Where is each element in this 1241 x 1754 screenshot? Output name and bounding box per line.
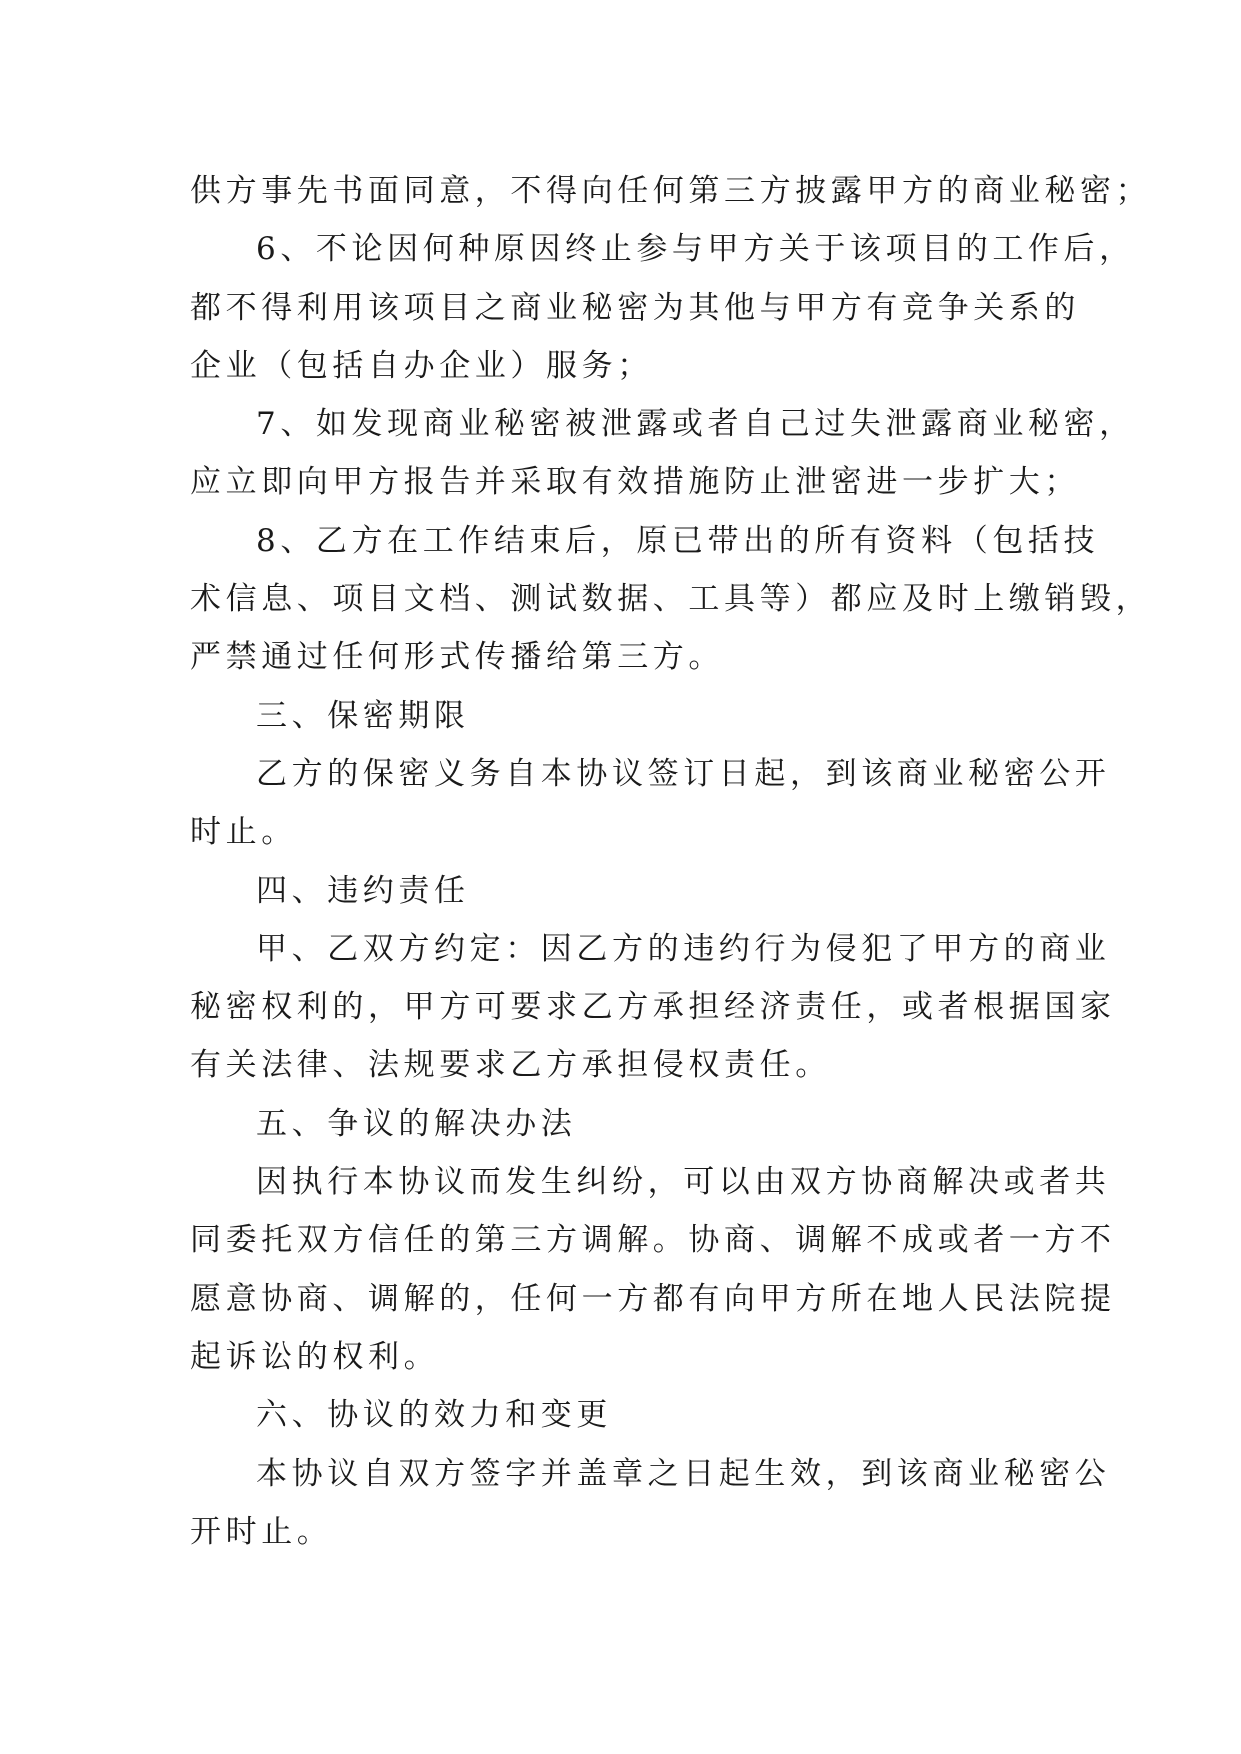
- breach-liability-line-1: 甲、乙双方约定：因乙方的违约行为侵犯了甲方的商业: [256, 930, 1111, 967]
- dispute-resolution-line-4: 起诉讼的权利。: [190, 1338, 440, 1375]
- section-heading-confidentiality-period: 三、保密期限: [256, 697, 470, 734]
- dispute-resolution-line-3: 愿意协商、调解的，任何一方都有向甲方所在地人民法院提: [190, 1280, 1116, 1317]
- confidentiality-period-line-1: 乙方的保密义务自本协议签订日起，到该商业秘密公开: [256, 755, 1111, 792]
- effect-and-amendment-line-1: 本协议自双方签字并盖章之日起生效，到该商业秘密公: [256, 1455, 1111, 1492]
- effect-and-amendment-line-2: 开时止。: [190, 1513, 333, 1550]
- confidentiality-period-line-2: 时止。: [190, 814, 297, 851]
- dispute-resolution-line-1: 因执行本协议而发生纠纷，可以由双方协商解决或者共: [256, 1164, 1111, 1201]
- section-heading-dispute-resolution: 五、争议的解决办法: [256, 1105, 577, 1142]
- section-heading-breach-liability: 四、违约责任: [256, 872, 470, 909]
- breach-liability-line-2: 秘密权利的，甲方可要求乙方承担经济责任，或者根据国家: [190, 989, 1116, 1026]
- clause-7-line-1: 7、如发现商业秘密被泄露或者自己过失泄露商业秘密，: [256, 406, 1135, 443]
- document-page: [190, 162, 1152, 1561]
- breach-liability-line-3: 有关法律、法规要求乙方承担侵权责任。: [190, 1047, 831, 1084]
- clause-6-line-1: 6、不论因何种原因终止参与甲方关于该项目的工作后，: [256, 231, 1135, 268]
- clause-5-continuation: 供方事先书面同意，不得向任何第三方披露甲方的商业秘密；: [190, 173, 1152, 209]
- clause-7-line-2: 应立即向甲方报告并采取有效措施防止泄密进一步扩大；: [190, 464, 1080, 501]
- dispute-resolution-line-2: 同委托双方信任的第三方调解。协商、调解不成或者一方不: [190, 1222, 1116, 1259]
- clause-6-line-2: 都不得利用该项目之商业秘密为其他与甲方有竞争关系的: [190, 289, 1080, 326]
- clause-8-line-2: 术信息、项目文档、测试数据、工具等）都应及时上缴销毁，: [190, 581, 1152, 618]
- clause-8-line-3: 严禁通过任何形式传播给第三方。: [190, 639, 724, 676]
- clause-6-line-3: 企业（包括自办企业）服务；: [190, 347, 653, 384]
- section-heading-effect-and-amendment: 六、协议的效力和变更: [256, 1397, 612, 1434]
- clause-8-line-1: 8、乙方在工作结束后，原已带出的所有资料（包括技: [256, 522, 1100, 559]
